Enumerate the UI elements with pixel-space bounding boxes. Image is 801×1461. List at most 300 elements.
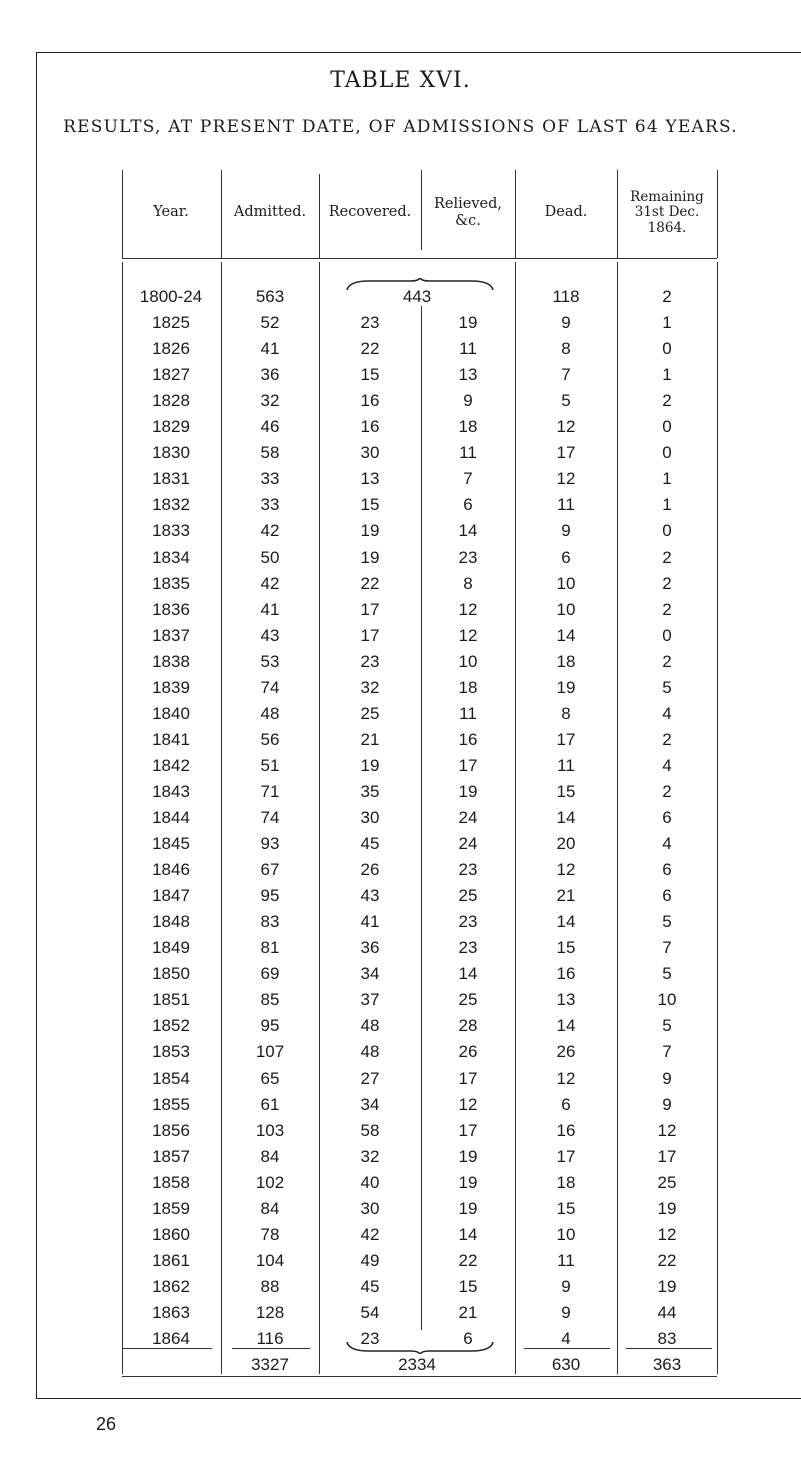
table-row [0,883,801,909]
table-row [0,1092,801,1118]
cell-relieved: 7 [463,469,473,489]
totals-rule [524,1348,610,1349]
cell-relieved: 23 [458,547,478,567]
cell-recovered: 19 [360,521,380,541]
header-rule [122,258,717,259]
cell-relieved: 18 [458,677,478,697]
cell-remaining: 22 [657,1250,677,1270]
cell-recovered: 34 [360,1094,380,1114]
cell-dead: 9 [561,1276,571,1296]
cell-year: 1852 [152,1016,190,1036]
table-row [0,675,801,701]
cell-recovered: 17 [360,599,380,619]
cell-recovered: 23 [360,651,380,671]
cell-recovered: 19 [360,547,380,567]
cell-relieved: 24 [458,834,478,853]
cell-year: 1844 [152,808,190,827]
cell-remaining: 2 [662,573,672,593]
page-number: 26 [96,1414,117,1434]
cell-admitted: 102 [255,1172,285,1192]
cell-dead: 118 [552,287,580,306]
cell-remaining: 2 [662,651,672,671]
cell-relieved: 13 [458,365,478,385]
header-divider [717,170,718,258]
cell-dead: 20 [556,834,576,853]
table-row [0,753,801,779]
cell-admitted: 36 [260,365,280,385]
table-row [0,518,801,544]
cell-relieved: 24 [458,808,478,827]
cell-year: 1856 [152,1120,190,1140]
cell-recovered: 54 [360,1302,380,1322]
cell-relieved: 12 [458,599,478,619]
cell-admitted: 42 [260,521,280,541]
cell-remaining: 19 [657,1198,677,1218]
table-row [0,1274,801,1300]
cell-relieved: 23 [458,938,478,958]
cell-year: 1862 [152,1276,190,1296]
cell-year: 1832 [152,495,190,515]
cell-admitted: 33 [260,495,280,515]
table-row [0,701,801,727]
cell-year: 1835 [152,573,190,593]
cell-relieved: 19 [458,313,478,332]
cell-admitted: 85 [260,990,280,1010]
cell-relieved: 17 [458,1120,478,1140]
cell-dead: 10 [556,599,576,619]
cell-relieved: 23 [458,860,478,880]
table-row [0,1170,801,1196]
table-row [0,831,801,857]
table-row [0,1196,801,1222]
cell-dead: 18 [556,651,576,671]
cell-year: 1859 [152,1198,190,1218]
table-row [0,492,801,518]
table-title: TABLE XVI. [330,68,471,93]
cell-recovered: 30 [360,808,380,827]
cell-dead: 14 [556,625,576,645]
cell-year: 1829 [152,417,190,437]
cell-dead: 12 [556,417,576,437]
cell-relieved: 6 [463,495,473,515]
cell-year: 1841 [152,729,190,749]
cell-remaining: 2 [662,729,672,749]
cell-remaining: 0 [662,339,672,359]
cell-admitted: 52 [260,313,280,332]
cell-remaining: 1 [662,495,672,515]
cell-recovered: 35 [360,781,380,801]
cell-admitted: 83 [260,912,280,932]
cell-admitted: 107 [255,1042,285,1062]
cell-year: 1800-24 [139,287,203,306]
cell-relieved: 17 [458,755,478,775]
cell-recovered: 15 [360,495,380,515]
cell-recovered: 32 [360,677,380,697]
table-row [0,466,801,492]
table-row [0,545,801,571]
cell-dead: 15 [556,1198,576,1218]
table-row [0,779,801,805]
cell-remaining: 0 [662,417,672,437]
cell-admitted: 95 [260,1016,280,1036]
cell-admitted: 42 [260,573,280,593]
cell-recovered: 16 [360,417,380,437]
table-row [0,310,801,336]
table-row [0,649,801,675]
cell-remaining: 0 [662,443,672,463]
cell-year: 1855 [152,1094,190,1114]
cell-year: 1850 [152,964,190,984]
cell-relieved: 11 [459,703,477,723]
cell-recovered: 43 [360,886,380,906]
cell-relieved: 14 [458,964,478,984]
cell-year: 1851 [152,990,190,1010]
cell-relieved: 11 [459,443,477,463]
table-row-first [0,284,801,310]
cell-remaining: 83 [657,1329,677,1348]
cell-recovered: 34 [360,964,380,984]
table-row [0,987,801,1013]
table-row [0,1118,801,1144]
cell-remaining: 6 [662,886,672,906]
cell-dead: 10 [556,573,576,593]
cell-year: 1825 [152,313,190,332]
cell-relieved: 12 [458,1094,478,1114]
cell-recovered: 22 [360,339,380,359]
cell-recovered: 42 [360,1224,380,1244]
cell-remaining: 10 [657,990,677,1010]
cell-recovered-relieved-combined: 443 [402,287,432,306]
table-row [0,623,801,649]
cell-remaining: 0 [662,521,672,541]
table-row [0,440,801,466]
cell-dead: 7 [561,365,571,385]
table-row [0,961,801,987]
table-subtitle: RESULTS, AT PRESENT DATE, OF ADMISSIONS OF LAST 64 YEARS. [63,117,738,137]
cell-year: 1863 [152,1302,190,1322]
cell-recovered: 16 [360,391,380,411]
cell-admitted: 95 [260,886,280,906]
cell-dead: 11 [557,1250,575,1270]
cell-relieved: 19 [458,781,478,801]
header-recovered: Recovered. [328,204,412,221]
cell-dead: 17 [556,443,576,463]
cell-relieved: 11 [459,339,477,359]
cell-remaining: 4 [662,703,672,723]
cell-year: 1845 [152,834,190,853]
cell-relieved: 19 [458,1198,478,1218]
cell-admitted: 104 [255,1250,285,1270]
cell-year: 1828 [152,391,190,411]
cell-dead: 6 [561,547,571,567]
table-row [0,1039,801,1065]
cell-recovered: 45 [360,1276,380,1296]
cell-year: 1860 [152,1224,190,1244]
cell-year: 1864 [152,1329,190,1348]
cell-admitted: 32 [260,391,280,411]
cell-remaining: 5 [662,964,672,984]
cell-year: 1861 [152,1250,190,1270]
cell-remaining: 4 [662,755,672,775]
cell-recovered: 48 [360,1016,380,1036]
cell-remaining: 2 [662,547,672,567]
cell-relieved: 18 [458,417,478,437]
header-divider [421,170,422,250]
cell-admitted: 69 [260,964,280,984]
cell-remaining: 1 [662,365,672,385]
cell-dead: 17 [556,729,576,749]
table-row [0,805,801,831]
cell-recovered: 48 [360,1042,380,1062]
cell-dead: 19 [556,677,576,697]
cell-year: 1833 [152,521,190,541]
cell-dead: 6 [561,1094,571,1114]
cell-remaining: 9 [662,1068,672,1088]
table-row [0,727,801,753]
table-row [0,857,801,883]
cell-remaining: 4 [662,834,672,853]
cell-admitted: 58 [260,443,280,463]
table-row [0,388,801,414]
header-relieved: Relieved, &c. [433,195,503,229]
cell-year: 1858 [152,1172,190,1192]
cell-relieved: 26 [458,1042,478,1062]
cell-dead: 16 [556,1120,576,1140]
cell-dead: 8 [561,339,571,359]
cell-remaining: 9 [662,1094,672,1114]
table-row [0,1013,801,1039]
cell-recovered: 23 [360,1329,380,1348]
table-row [0,571,801,597]
cell-remaining: 2 [662,391,672,411]
cell-recovered: 41 [360,912,380,932]
cell-admitted: 65 [260,1068,280,1088]
cell-remaining: 0 [662,625,672,645]
cell-year: 1839 [152,677,190,697]
cell-remaining: 5 [662,677,672,697]
cell-dead: 18 [556,1172,576,1192]
table-row [0,935,801,961]
cell-admitted: 61 [260,1094,280,1114]
cell-dead: 21 [556,886,576,906]
cell-admitted: 48 [260,703,280,723]
cell-year: 1836 [152,599,190,619]
table-row [0,414,801,440]
header-admitted: Admitted. [233,204,307,221]
cell-dead: 15 [556,781,576,801]
cell-year: 1847 [152,886,190,906]
cell-recovered: 36 [360,938,380,958]
cell-dead: 9 [561,521,571,541]
cell-recovered: 23 [360,313,380,332]
cell-remaining: 2 [662,781,672,801]
cell-dead: 12 [556,469,576,489]
cell-remaining: 6 [662,808,672,827]
cell-year: 1843 [152,781,190,801]
cell-admitted: 78 [260,1224,280,1244]
total-recovered-relieved: 2334 [398,1355,436,1374]
cell-admitted: 84 [260,1146,280,1166]
header-year: Year. [153,204,189,221]
cell-admitted: 93 [260,834,280,853]
cell-year: 1831 [152,469,190,489]
cell-dead: 16 [556,964,576,984]
cell-relieved: 15 [458,1276,478,1296]
cell-dead: 12 [556,860,576,880]
totals-row [0,1352,801,1378]
cell-year: 1854 [152,1068,190,1088]
cell-year: 1849 [152,938,190,958]
cell-admitted: 51 [260,755,280,775]
table-row [0,1144,801,1170]
cell-admitted: 116 [256,1329,284,1348]
cell-recovered: 21 [360,729,380,749]
cell-remaining: 7 [662,1042,672,1062]
cell-dead: 11 [557,755,575,775]
cell-relieved: 19 [458,1172,478,1192]
cell-relieved: 16 [458,729,478,749]
cell-dead: 14 [556,912,576,932]
cell-recovered: 30 [360,443,380,463]
cell-recovered: 22 [360,573,380,593]
cell-year: 1826 [152,339,190,359]
cell-recovered: 17 [360,625,380,645]
cell-recovered: 15 [360,365,380,385]
cell-relieved: 21 [458,1302,478,1322]
cell-relieved: 8 [463,573,473,593]
cell-admitted: 46 [260,417,280,437]
cell-relieved: 25 [458,990,478,1010]
cell-remaining: 5 [662,912,672,932]
table-row [0,1222,801,1248]
cell-remaining: 12 [657,1120,677,1140]
cell-admitted: 43 [260,625,280,645]
cell-remaining: 12 [657,1224,677,1244]
table-row [0,1248,801,1274]
cell-remaining: 7 [662,938,672,958]
cell-year: 1840 [152,703,190,723]
cell-relieved: 19 [458,1146,478,1166]
total-dead: 630 [551,1355,581,1374]
cell-recovered: 27 [360,1068,380,1088]
cell-remaining: 2 [662,599,672,619]
cell-admitted: 74 [260,808,280,827]
cell-recovered: 13 [360,469,380,489]
cell-recovered: 37 [360,990,380,1010]
cell-year: 1838 [152,651,190,671]
header-divider [319,174,320,258]
cell-year: 1830 [152,443,190,463]
cell-dead: 17 [556,1146,576,1166]
cell-dead: 15 [556,938,576,958]
total-remaining: 363 [652,1355,682,1374]
cell-year: 1827 [152,365,190,385]
cell-remaining: 6 [662,860,672,880]
cell-recovered: 49 [360,1250,380,1270]
cell-admitted: 41 [260,339,280,359]
header-divider [515,170,516,258]
cell-relieved: 10 [458,651,478,671]
cell-year: 1834 [152,547,190,567]
cell-recovered: 19 [360,755,380,775]
table-row [0,597,801,623]
cell-year: 1842 [152,755,190,775]
cell-dead: 12 [556,1068,576,1088]
cell-relieved: 22 [458,1250,478,1270]
cell-relieved: 17 [458,1068,478,1088]
cell-admitted: 41 [260,599,280,619]
cell-recovered: 25 [360,703,380,723]
cell-remaining: 5 [662,1016,672,1036]
total-admitted: 3327 [251,1355,289,1374]
cell-admitted: 71 [260,781,280,801]
table-row [0,1300,801,1326]
cell-remaining: 19 [657,1276,677,1296]
cell-recovered: 30 [360,1198,380,1218]
cell-dead: 10 [556,1224,576,1244]
cell-remaining: 1 [662,469,672,489]
cell-admitted: 53 [260,651,280,671]
cell-year: 1857 [152,1146,190,1166]
cell-admitted: 563 [255,287,285,306]
cell-admitted: 74 [260,677,280,697]
cell-recovered: 40 [360,1172,380,1192]
cell-admitted: 56 [260,729,280,749]
cell-remaining: 17 [657,1146,677,1166]
cell-dead: 11 [557,495,575,515]
cell-dead: 26 [556,1042,576,1062]
cell-admitted: 88 [260,1276,280,1296]
cell-dead: 14 [556,1016,576,1036]
cell-admitted: 128 [255,1302,285,1322]
cell-relieved: 14 [458,1224,478,1244]
cell-dead: 9 [561,1302,571,1322]
table-row [0,362,801,388]
cell-recovered: 32 [360,1146,380,1166]
cell-admitted: 81 [260,938,280,958]
header-dead: Dead. [544,204,588,221]
cell-relieved: 25 [458,886,478,906]
table-row [0,909,801,935]
top-border-rule [36,52,801,53]
cell-recovered: 26 [360,860,380,880]
cell-relieved: 28 [458,1016,478,1036]
cell-dead: 9 [561,313,571,332]
cell-recovered: 45 [360,834,380,853]
header-divider [221,170,222,258]
header-divider [122,170,123,258]
totals-rule [232,1348,310,1349]
cell-remaining: 2 [662,287,672,306]
cell-admitted: 103 [255,1120,285,1140]
table-bottom-rule [122,1376,717,1377]
cell-recovered: 58 [360,1120,380,1140]
cell-admitted: 33 [260,469,280,489]
cell-remaining: 1 [662,313,672,332]
header-divider [617,170,618,258]
cell-dead: 4 [561,1329,571,1348]
cell-year: 1846 [152,860,190,880]
cell-dead: 14 [556,808,576,827]
cell-year: 1837 [152,625,190,645]
cell-dead: 13 [556,990,576,1010]
cell-relieved: 6 [463,1329,473,1348]
cell-admitted: 67 [260,860,280,880]
cell-year: 1848 [152,912,190,932]
cell-relieved: 9 [463,391,473,411]
cell-relieved: 14 [458,521,478,541]
bottom-border-rule [36,1398,801,1399]
